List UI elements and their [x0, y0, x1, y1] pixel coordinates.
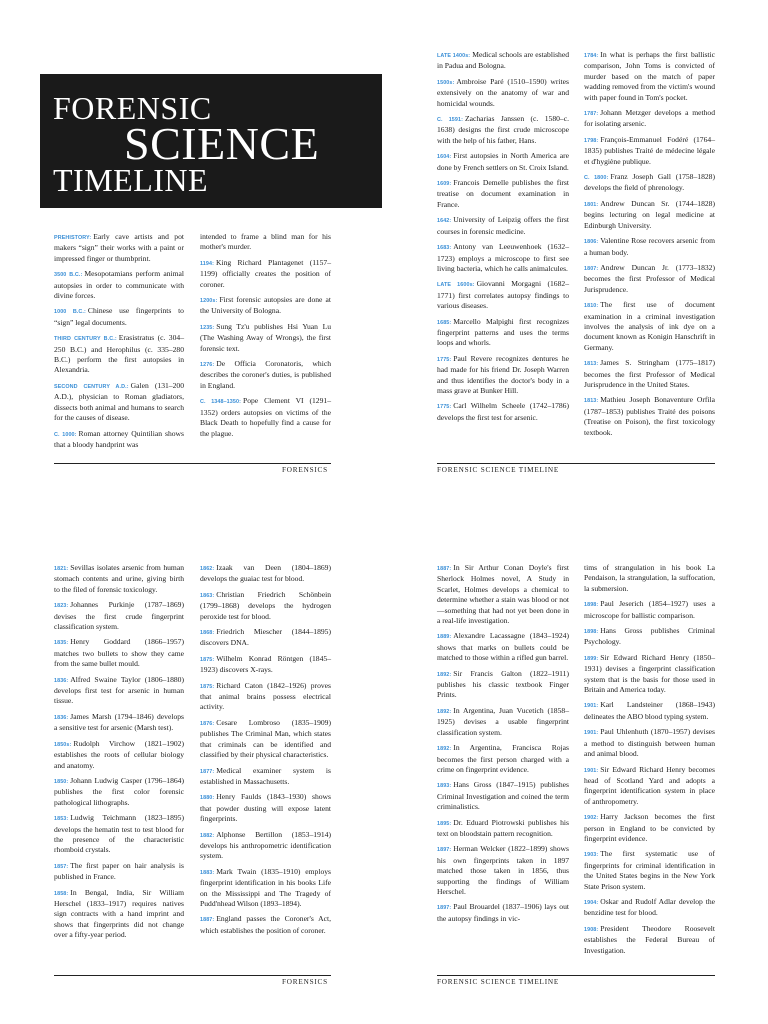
- timeline-entry: [437, 631, 569, 663]
- entry-text: Valentine Rose recovers arsenic from a human body.: [584, 236, 715, 257]
- entry-text: Hans Gross publishes Criminal Psychology.: [584, 626, 715, 647]
- entry-date: 1683:: [437, 245, 452, 252]
- timeline-entry: [584, 563, 715, 594]
- entry-date: 1200s:: [200, 298, 218, 305]
- entry-date: 1810:: [584, 303, 599, 310]
- entry-text: Mathieu Joseph Bonaventure Orfila (1787–1853) publishes Traité des poisons (Treatise on Poison), the first toxicology textbook.: [584, 395, 715, 437]
- entry-text: Chinese use fingerprints to “sign” legal documents.: [54, 306, 184, 327]
- timeline-entry: [200, 258, 331, 290]
- entry-text: President Theodore Roosevelt establishes the Federal Bureau of Investigation.: [584, 923, 715, 955]
- timeline-entry: [584, 199, 715, 231]
- timeline-entry: [200, 654, 331, 676]
- entry-date: 1784:: [584, 53, 599, 59]
- entry-text: First forensic autopsies are done at the University of Bologna.: [200, 295, 331, 316]
- timeline-entry: [54, 861, 184, 883]
- timeline-entry: [437, 354, 569, 397]
- entry-text: In Bengal, India, Sir William Herschel (1833–1917) requires natives sign contracts with a hand imprint and shows that fingerprints did not change over a fifty-year period.: [54, 887, 184, 940]
- entry-date: 1775:: [437, 404, 452, 411]
- entry-text: Sir Edward Richard Henry becomes head of Scotland Yard and adopts a fingerprint identification system in place of anthropometry.: [584, 764, 715, 806]
- entry-text: Galen (131–200 A.D.), physician to Roman gladiators, dissects both animal and humans to search for the causes of disease.: [54, 380, 184, 423]
- entry-text: Zacharias Janssen (c. 1580–c. 1638) designs the first crude microscope with the help of his father, Hans.: [437, 114, 569, 145]
- entry-date: 1898:: [584, 629, 599, 636]
- entry-text: Francois Demelle publishes the first treatise on document examination in France.: [437, 178, 569, 209]
- footer-rule-page2: [437, 463, 715, 464]
- entry-date: 1000 B.C.:: [54, 309, 86, 316]
- entry-text: Paul Jeserich (1854–1927) uses a microscope for ballistic comparison.: [584, 599, 715, 620]
- timeline-entry: [584, 812, 715, 844]
- column-page3-right: [200, 563, 331, 941]
- entry-date: 1821:: [54, 566, 69, 572]
- entry-date: LATE 1600s:: [437, 282, 475, 289]
- entry-text: Alphonse Bertillon (1853–1914) develops his anthropometric identification system.: [200, 829, 331, 861]
- entry-text: Johannes Purkinje (1787–1869) devises the first crude fingerprint classification system.: [54, 600, 184, 632]
- entry-date: 1500s:: [437, 79, 455, 86]
- entry-text: First autopsies in North America are done by French settlers on St. Croix Island.: [437, 151, 569, 172]
- entry-text: The first systematic use of fingerprints for criminal identification in the United States begins in the New York State Prison system.: [584, 849, 715, 891]
- entry-text: Henry Goddard (1866–1957) matches two bullets to show they came from the same bullet mould.: [54, 637, 184, 669]
- timeline-entry: [437, 844, 569, 897]
- entry-date: 1883:: [200, 869, 215, 876]
- entry-text: In what is perhaps the first ballistic comparison, John Toms is convicted of murder based on the match of paper wadding removed from the victim's wound with paper found in Tom's pocket.: [584, 50, 715, 102]
- timeline-entry: [54, 306, 184, 328]
- footer-rule-page4: [437, 975, 715, 976]
- timeline-entry: [54, 637, 184, 669]
- entry-date: C. 1348–1350:: [200, 399, 241, 406]
- entry-text: Paul Revere recognizes dentures he had made for his friend Dr. Joseph Warren and thus identifies the doctor's body in a mass grave at Bunker Hill.: [437, 353, 569, 395]
- timeline-entry: [54, 429, 184, 451]
- entry-text: Sung Tz'u publishes Hsi Yuan Lu (The Washing Away of Wrongs), the first forensic text.: [200, 321, 331, 353]
- timeline-entry: [437, 50, 569, 72]
- entry-text: James S. Stringham (1775–1817) becomes the first Professor of Medical Jurisprudence in the United States.: [584, 358, 715, 389]
- entry-date: 1902:: [584, 815, 599, 822]
- timeline-entry: [200, 914, 331, 936]
- entry-text: Oskar and Rudolf Adlar develop the benzidine test for blood.: [584, 896, 715, 918]
- entry-date: THIRD CENTURY B.C.:: [54, 336, 117, 343]
- entry-text: Wilhelm Konrad Röntgen (1845–1923) discovers X-rays.: [200, 653, 331, 675]
- entry-text: Medical schools are established in Padua and Bologna.: [437, 50, 569, 71]
- entry-date: 1893:: [437, 783, 452, 790]
- entry-date: 1892:: [437, 746, 452, 753]
- timeline-entry: [584, 765, 715, 808]
- timeline-entry: [54, 269, 184, 301]
- entry-date: 1880:: [200, 795, 215, 802]
- entry-text: intended to frame a blind man for his mother's murder.: [200, 232, 331, 252]
- timeline-entry: [54, 675, 184, 707]
- entry-text: In Argentina, Francisca Rojas becomes the first person charged with a crime on fingerprint evidence.: [437, 743, 569, 774]
- entry-date: 1685:: [437, 319, 452, 326]
- entry-date: 1904:: [584, 899, 599, 906]
- entry-date: 1876:: [200, 720, 215, 727]
- footer-rule-page3: [54, 975, 331, 976]
- timeline-entry: [584, 599, 715, 621]
- entry-date: 1908:: [584, 926, 599, 933]
- timeline-entry: [200, 766, 331, 788]
- column-page2-left: [437, 50, 569, 428]
- title-line-science: SCIENCE: [124, 118, 320, 169]
- entry-date: 1194:: [200, 260, 214, 267]
- timeline-entry: [54, 381, 184, 424]
- entry-text: Giovanni Morgagni (1682–1771) first correlates autopsy findings to various diseases.: [437, 279, 569, 311]
- entry-text: Andrew Duncan Sr. (1744–1828) begins lecturing on legal medicine at Edinburgh University.: [584, 198, 715, 230]
- entry-text: In Argentina, Juan Vucetich (1858–1925) devises a usable fingerprint classification system.: [437, 705, 569, 737]
- entry-date: 1276:: [200, 362, 215, 369]
- timeline-entry: [584, 300, 715, 353]
- timeline-entry: [437, 215, 569, 237]
- entry-date: 1235:: [200, 324, 215, 331]
- entry-date: 1868:: [200, 630, 215, 637]
- entry-date: 1897:: [437, 847, 452, 854]
- entry-date: 1897:: [437, 905, 452, 912]
- timeline-entry: [200, 867, 331, 910]
- entry-text: Roman attorney Quintilian shows that a bloody handprint was: [54, 428, 184, 449]
- entry-date: 1875:: [200, 656, 215, 663]
- entry-text: Ambroise Paré (1510–1590) writes extensively on the anatomy of war and homicidal wounds.: [437, 76, 569, 108]
- timeline-entry: [584, 395, 715, 438]
- title-block: [40, 74, 382, 208]
- timeline-entry: [200, 590, 331, 622]
- entry-date: 1787:: [584, 111, 599, 118]
- entry-text: Mesopotamians perform animal autopsies in order to communicate with divine forces.: [54, 269, 184, 301]
- column-page3-left: [54, 563, 184, 946]
- footer-page1: FORENSICS: [282, 466, 328, 474]
- timeline-entry: [200, 322, 331, 354]
- entry-text: Friedrich Miescher (1844–1895) discovers DNA.: [200, 627, 331, 648]
- entry-date: PREHISTORY:: [54, 235, 92, 241]
- timeline-entry: [437, 902, 569, 924]
- timeline-entry: [584, 849, 715, 892]
- timeline-entry: [54, 232, 184, 264]
- entry-date: 1823:: [54, 603, 69, 610]
- timeline-entry: [584, 172, 715, 194]
- entry-date: 1604:: [437, 154, 452, 161]
- entry-text: Ludwig Teichmann (1823–1895) develops the hematin test to test blood for the presence of the characteristic rhomboid crystals.: [54, 813, 184, 855]
- entry-text: The first paper on hair analysis is published in France.: [54, 860, 184, 882]
- entry-text: Sir Francis Galton (1822–1911) publishes his classic textbook Finger Prints.: [437, 668, 569, 700]
- timeline-entry: [437, 279, 569, 311]
- entry-date: 1887:: [437, 566, 452, 572]
- entry-date: 1835:: [54, 640, 69, 647]
- entry-date: 1862:: [200, 566, 215, 572]
- entry-text: Alfred Swaine Taylor (1806–1880) develops first test for arsenic in human tissue.: [54, 674, 184, 706]
- entry-text: King Richard Plantagenet (1157–1199) officially creates the position of coroner.: [200, 257, 331, 289]
- entry-text: University of Leipzig offers the first courses in forensic medicine.: [437, 215, 569, 236]
- entry-date: 1903:: [584, 852, 599, 859]
- entry-date: SECOND CENTURY A.D.:: [54, 383, 129, 390]
- entry-date: 1899:: [584, 655, 599, 662]
- entry-date: 1901:: [584, 767, 599, 774]
- entry-date: 1857:: [54, 863, 69, 870]
- entry-date: 1875:: [200, 683, 215, 690]
- entry-date: 1898:: [584, 602, 599, 609]
- entry-date: 1877:: [200, 768, 215, 775]
- entry-text: Herman Welcker (1822–1899) shows his own fingerprints taken in 1897 matched those taken in 1856, thus supporting the findings of William Herschel.: [437, 844, 569, 896]
- title-line-forensic: FORENSIC: [53, 90, 212, 126]
- entry-date: 1798:: [584, 137, 599, 144]
- entry-date: 3500 B.C.:: [54, 272, 83, 279]
- timeline-entry: [200, 627, 331, 649]
- entry-date: 1853:: [54, 816, 69, 823]
- timeline-entry: [54, 333, 184, 376]
- entry-date: 1892:: [437, 708, 452, 715]
- timeline-entry: [200, 792, 331, 824]
- entry-text: Paul Brouardel (1837–1906) lays out the autopsy findings in vic-: [437, 902, 569, 923]
- timeline-entry: [437, 401, 569, 423]
- timeline-entry: [437, 178, 569, 210]
- timeline-entry: [584, 700, 715, 722]
- entry-text: Pope Clement VI (1291–1352) orders autopsies on victims of the Black Death to hopefully find a cause for the plague.: [200, 396, 331, 438]
- entry-date: 1813:: [584, 398, 599, 405]
- entry-date: 1850s:: [54, 741, 72, 748]
- timeline-entry: [584, 135, 715, 167]
- entry-text: Erasistratus (c. 304–250 B.C.) and Herophilus (c. 335–280 B.C.) perform the first autopsies in Alexandria.: [54, 333, 184, 375]
- timeline-entry: [200, 681, 331, 713]
- entry-text: Franz Joseph Gall (1758–1828) develops the field of phrenology.: [584, 172, 715, 193]
- entry-date: C. 1591:: [437, 117, 463, 124]
- timeline-entry: [200, 359, 331, 391]
- footer-page4: FORENSIC SCIENCE TIMELINE: [437, 978, 560, 986]
- entry-text: Karl Landsteiner (1868–1943) delineates the ABO blood typing system.: [584, 700, 715, 721]
- entry-text: Antony van Leeuwenhoek (1632–1723) employs a microscope to first see living bacteria, which he calls animalcules.: [437, 242, 569, 273]
- timeline-entry: [200, 830, 331, 862]
- entry-text: Cesare Lombroso (1835–1909) publishes The Criminal Man, which states that criminals can be identified and classified by their physical characteristics.: [200, 717, 331, 760]
- timeline-entry: [584, 626, 715, 648]
- entry-text: Sevillas isolates arsenic from human stomach contents and urine, giving birth to the filed of forensic toxicology.: [54, 563, 184, 594]
- entry-text: Richard Caton (1842–1926) proves that animal brains possess electrical activity.: [200, 680, 331, 712]
- timeline-entry: [437, 818, 569, 840]
- title-line-timeline: TIMELINE: [53, 162, 209, 198]
- timeline-entry: [584, 263, 715, 295]
- timeline-entry: [437, 242, 569, 274]
- entry-date: C. 1000:: [54, 431, 77, 438]
- footer-rule-page1: [54, 463, 331, 464]
- entry-date: LATE 1400s:: [437, 53, 471, 59]
- entry-text: Henry Faulds (1843–1930) shows that powder dusting will expose latent fingerprints.: [200, 792, 331, 824]
- entry-text: Harry Jackson becomes the first person in England to be convicted by fingerprint evidence.: [584, 812, 715, 843]
- entry-date: 1609:: [437, 181, 452, 188]
- timeline-entry: [584, 897, 715, 919]
- timeline-entry: [200, 718, 331, 761]
- entry-date: 1889:: [437, 634, 452, 641]
- column-page1-left: [54, 232, 184, 455]
- entry-date: 1858:: [54, 890, 69, 897]
- column-page4-left: [437, 563, 569, 929]
- entry-text: Mark Twain (1835–1910) employs fingerprint identification in his books Life on the Mississippi and The Tragedy of Pudd'nhead Wilson (1893–1894).: [200, 866, 331, 908]
- timeline-entry: [54, 888, 184, 941]
- timeline-entry: [437, 317, 569, 349]
- timeline-entry: [437, 743, 569, 775]
- entry-text: Christian Friedrich Schönbein (1799–1868) develops the hydrogen peroxide test for blood.: [200, 589, 331, 621]
- entry-text: Marcello Malpighi first recognizes fingerprint patterns and uses the terms loops and whorls.: [437, 316, 569, 348]
- timeline-entry: [54, 739, 184, 771]
- timeline-entry: [584, 358, 715, 390]
- entry-date: 1863:: [200, 592, 215, 599]
- entry-date: 1895:: [437, 820, 452, 827]
- entry-text: François-Emmanuel Fodéré (1764–1835) publishes Traité de médecine légale et d'hygiène publique.: [584, 134, 715, 166]
- entry-text: Izaak van Deen (1804–1869) develops the guaiac test for blood.: [200, 563, 331, 584]
- entry-date: 1887:: [200, 917, 215, 924]
- entry-date: 1775:: [437, 356, 452, 363]
- entry-date: 1836:: [54, 677, 69, 684]
- timeline-entry: [584, 924, 715, 956]
- entry-text: Rudolph Virchow (1821–1902) establishes the roots of cellular biology and anatomy.: [54, 738, 184, 770]
- timeline-entry: [54, 712, 184, 734]
- entry-text: England passes the Coroner's Act, which establishes the position of coroner.: [200, 914, 331, 935]
- timeline-entry: [437, 77, 569, 109]
- timeline-entry: [437, 563, 569, 626]
- entry-date: 1892:: [437, 671, 452, 678]
- entry-text: De Officia Coronatoris, which describes the coroner's duties, is published in England.: [200, 359, 331, 390]
- timeline-entry: [584, 653, 715, 696]
- timeline-entry: [437, 780, 569, 812]
- timeline-entry: [54, 600, 184, 632]
- entry-text: Dr. Eduard Piotrowski publishes his text on bloodstain pattern recognition.: [437, 817, 569, 838]
- timeline-entry: [437, 151, 569, 173]
- timeline-entry: [200, 396, 331, 439]
- timeline-entry: [54, 776, 184, 808]
- entry-text: Alexandre Lacassagne (1843–1924) shows that marks on bullets could be matched to those within a rifled gun barrel.: [437, 631, 569, 663]
- timeline-entry: [584, 50, 715, 103]
- entry-date: 1813:: [584, 361, 599, 368]
- column-page1-right: [200, 232, 331, 444]
- footer-page3: FORENSICS: [282, 978, 328, 986]
- timeline-entry: [54, 813, 184, 856]
- entry-date: 1836:: [54, 714, 69, 721]
- entry-date: 1882:: [200, 832, 215, 839]
- timeline-entry: [54, 563, 184, 595]
- entry-date: 1806:: [584, 239, 599, 246]
- entry-text: James Marsh (1794–1846) develops a sensitive test for arsenic (Marsh test).: [54, 711, 184, 733]
- timeline-entry: [584, 727, 715, 759]
- entry-text: Paul Uhlenhuth (1870–1957) devises a method to distinguish between human and animal blood.: [584, 727, 715, 759]
- entry-date: 1807:: [584, 265, 599, 272]
- entry-date: 1642:: [437, 218, 452, 225]
- timeline-entry: [437, 669, 569, 701]
- entry-date: 1901:: [584, 730, 599, 737]
- timeline-entry: [437, 114, 569, 146]
- timeline-entry: [584, 236, 715, 258]
- entry-text: Sir Edward Richard Henry (1850–1931) devises a fingerprint classification system that is the basis for those used in Britain and America today.: [584, 652, 715, 695]
- timeline-entry: [584, 108, 715, 130]
- entry-text: Early cave artists and pot makers “sign” their works with a paint or impressed finger or thumbprint.: [54, 232, 184, 263]
- entry-text: Johann Ludwig Casper (1796–1864) publishes the first color forensic pathological lithographs.: [54, 775, 184, 807]
- timeline-entry: [200, 232, 331, 253]
- entry-date: 1801:: [584, 201, 599, 208]
- footer-page2: FORENSIC SCIENCE TIMELINE: [437, 466, 560, 474]
- entry-text: In Sir Arthur Conan Doyle's first Sherlock Holmes novel, A Study in Scarlet, Holmes develops a chemical to determine whether a stain was blood or not—something that had not yet been done in a real-life investigation.: [437, 563, 569, 626]
- entry-text: tims of strangulation in his book La Pendaison, la strangulation, la suffocation, la submersion.: [584, 563, 715, 593]
- column-page2-right: [584, 50, 715, 443]
- entry-text: The first use of document examination in a criminal investigation involves the analysis of ink dye on a document known as Konigin Hanschrift in Germany.: [584, 300, 715, 352]
- column-page4-right: [584, 563, 715, 961]
- entry-text: Johann Metzger develops a method for isolating arsenic.: [584, 108, 715, 129]
- entry-date: 1901:: [584, 703, 599, 710]
- entry-text: Carl Wilhelm Scheele (1742–1786) develops the first test for arsenic.: [437, 401, 569, 422]
- entry-date: C. 1800:: [584, 175, 609, 182]
- timeline-entry: [200, 563, 331, 585]
- entry-text: Medical examiner system is established in Massachusetts.: [200, 765, 331, 786]
- entry-text: Hans Gross (1847–1915) publishes Criminal Investigation and coined the term criminalistics.: [437, 780, 569, 812]
- entry-date: 1850:: [54, 778, 69, 785]
- entry-text: Andrew Duncan Jr. (1773–1832) becomes the first Professor of Medical Jurisprudence.: [584, 262, 715, 294]
- timeline-entry: [437, 706, 569, 738]
- timeline-entry: [200, 295, 331, 317]
